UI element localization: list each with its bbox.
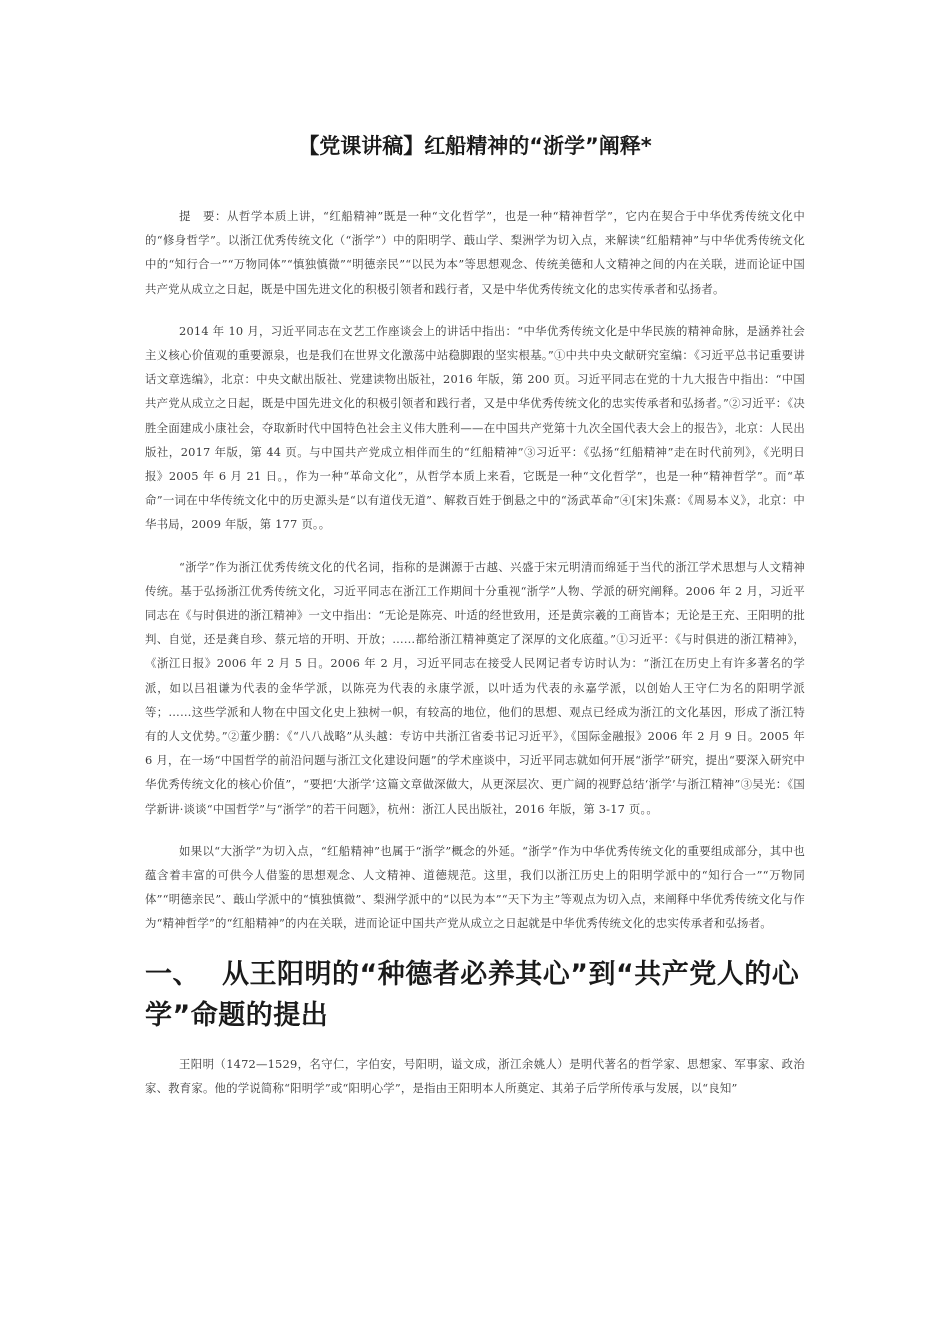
document-body: [145, 130, 805, 1118]
section-1-paragraph-1: 王阳明（1472—1529，名守仁，字伯安，号阳明，谥文成，浙江余姚人）是明代著名的哲学家、思想家、军事家、政治家、教育家。他的学说简称“阳明学”或“阳明心学”，是指由王阳明本人所奠定、其弟子后学所传承与发展，以“良知”: [145, 1056, 805, 1095]
abstract-paragraph: 提 要：从哲学本质上讲，“红船精神”既是一种“文化哲学”，也是一种“精神哲学”，它内在契合于中华优秀传统文化中的“修身哲学”。以浙江优秀传统文化（“浙学”）中的阳明学、蕺山学、梨洲学为切入点，来解读“红船精神”与中华优秀传统文化中的“知行合一”“万物同体”“慎独慎微”“明德亲民”“以民为本”等思想观念、传统美德和人文精神之间的内在关联，进而论证中国共产党从成立之日起，既是中国先进文化的积极引领者和践行者，又是中华优秀传统文化的忠实传承者和弘扬者。: [145, 209, 805, 296]
body-paragraph-1: 2014 年 10 月，习近平同志在文艺工作座谈会上的讲话中指出：“中华优秀传统文化是中华民族的精神命脉，是涵养社会主义核心价值观的重要源泉，也是我们在世界文化激荡中站稳脚跟的坚实根基。”①中共中央文献研究室编：《习近平总书记重要讲话文章选编》，北京：中央文献出版社、党建读物出版社，2016 年版，第 200 页。习近平同志在党的十九大报告中指出：“中国共产党从成立之日起，既是中国先进文化的积极引领者和践行者，又是中华优秀传统文化的忠实传承者和弘扬者。”②习近平：《决胜全面建成小康社会，夺取新时代中国特色社会主义伟大胜利——在中国共产党第十九次全国代表大会上的报告》，北京：人民出版社，2017 年版，第 44 页。与中国共产党成立相伴而生的“红船精神”③习近平：《弘扬“红船精神”走在时代前列》，《光明日报》2005 年 6 月 21 日。，作为一种“革命文化”，从哲学本质上来看，它既是一种“文化哲学”，也是一种“精神哲学”。而“革命”一词在中华传统文化中的历史源头是“以有道伐无道”、解救百姓于倒悬之中的“汤武革命”④[宋]朱熹：《周易本义》，北京：中华书局，2009 年版，第 177 页。。: [145, 323, 806, 532]
body-paragraph-3: 如果以“大浙学”为切入点，“红船精神”也属于“浙学”概念的外延。“浙学”作为中华优秀传统文化的重要组成部分，其中也蕴含着丰富的可供今人借鉴的思想观念、人文精神、道德规范。这里，我们以浙江历史上的阳明学派中的“知行合一”“万物同体”“明德亲民”、蕺山学派中的“慎独慎微”、梨洲学派中的“以民为本”“天下为主”等观点为切入点，来阐释中华优秀传统文化与作为“精神哲学”的“红船精神”的内在关联，进而论证中国共产党从成立之日起就是中华优秀传统文化的忠实传承者和弘扬者。: [145, 843, 805, 931]
section-heading-1: [145, 954, 805, 1036]
section-number: 一、: [145, 958, 200, 990]
document-title: 【党课讲稿】红船精神的“浙学”阐释*: [298, 134, 652, 158]
section-title: 从王阳明的“种德者必养其心”到“共产党人的心学”命题的提出: [145, 958, 800, 1031]
body-paragraph-2: “浙学”作为浙江优秀传统文化的代名词，指称的是渊源于古越、兴盛于宋元明清而绵延于当代的浙江学术思想与人文精神传统。基于弘扬浙江优秀传统文化，习近平同志在浙江工作期间十分重视“浙学”人物、学派的研究阐释。2006 年 2 月，习近平同志在《与时俱进的浙江精神》一文中指出：“无论是陈亮、叶适的经世致用，还是黄宗羲的工商皆本；无论是王充、王阳明的批判、自觉，还是龚自珍、蔡元培的开明、开放；……都给浙江精神奠定了深厚的文化底蕴。”①习近平：《与时俱进的浙江精神》，《浙江日报》2006 年 2 月 5 日。2006 年 2 月，习近平同志在接受人民网记者专访时认为：“浙江在历史上有许多著名的学派，如以吕祖谦为代表的金华学派，以陈亮为代表的永康学派，以叶适为代表的永嘉学派，以创始人王守仁为名的阳明学派等；……这些学派和人物在中国文化史上独树一帜，有较高的地位，他们的思想、观点已经成为浙江的文化基因，形成了浙江特有的人文优势。”②董少鹏：《“八八战略”从头越：专访中共浙江省委书记习近平》，《国际金融报》2006 年 2 月 9 日。2005 年 6 月，在一场“中国哲学的前沿问题与浙江文化建设问题”的学术座谈中，习近平同志就如何开展“浙学”研究，提出“要深入研究中华优秀传统文化的核心价值”，“要把‘大浙学’这篇文章做深做大，从更深层次、更广阔的视野总结‘浙学’与浙江精神”③吴光：《国学新讲·谈谈“中国哲学”与“浙学”的若干问题》，杭州：浙江人民出版社，2016 年版，第 3-17 页。。: [145, 559, 805, 816]
